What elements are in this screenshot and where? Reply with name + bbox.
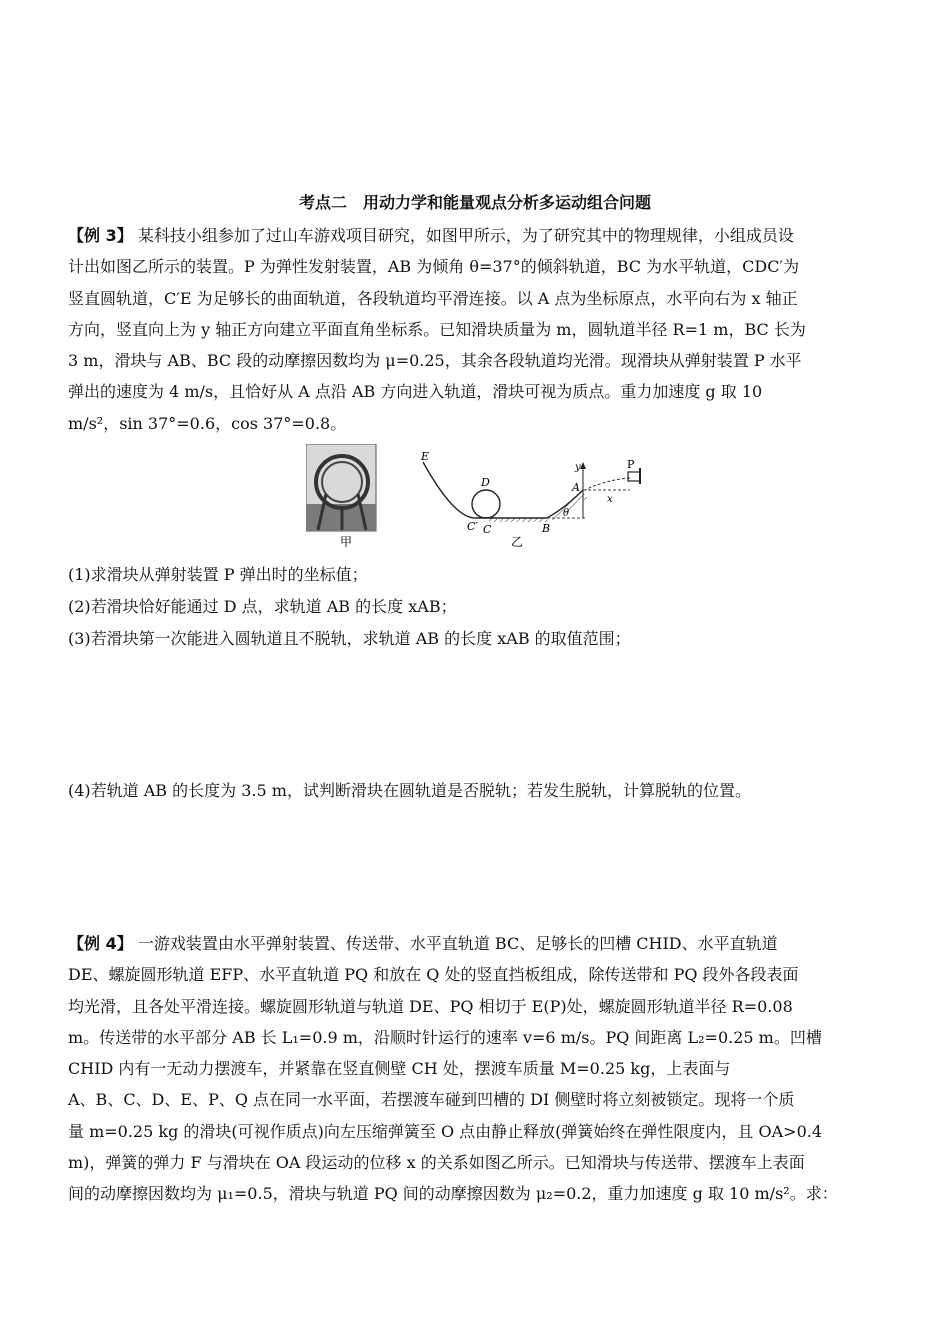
example-4-line-5: CHID 内有一无动力摆渡车，并紧靠在竖直侧壁 CH 处，摆渡车质量 M=0.25 kg，上表面与 (68, 1059, 731, 1079)
example-3-line-3: 竖直圆轨道，C′E 为足够长的曲面轨道，各段轨道均平滑连接。以 A 点为坐标原点，水平向右为 x 轴正 (68, 288, 798, 308)
example-4-line-1: 一游戏装置由水平弹射装置、传送带、水平直轨道 BC、足够长的凹槽 CHID、水平直轨道 (137, 934, 778, 953)
figure-jia-label: 甲 (340, 535, 353, 549)
label-D: D (481, 476, 490, 489)
label-A: A (572, 481, 580, 494)
question-3: (3)若滑块第一次能进入圆轨道且不脱轨，求轨道 AB 的长度 xAB 的取值范围； (68, 629, 631, 648)
example-3-label: 【例 3】 (68, 226, 133, 245)
label-theta: θ (563, 508, 570, 519)
label-y: y (575, 462, 581, 473)
example-3-line-2: 计出如图乙所示的装置。P 为弹性发射装置，AB 为倾角 θ=37°的倾斜轨道，BC 为水平轨道，CDC′为 (68, 257, 800, 277)
question-4: (4)若轨道 AB 的长度为 3.5 m，试判断滑块在圆轨道是否脱轨；若发生脱轨，计算脱轨的位置。 (68, 781, 751, 800)
label-E: E (421, 450, 430, 463)
example-3-line-7: m/s²，sin 37°=0.6，cos 37°=0.8。 (68, 413, 347, 433)
example-4-line-4: m。传送带的水平部分 AB 长 L₁=0.9 m，沿顺时针运行的速率 v=6 m/s。PQ 间距离 L₂=0.25 m。凹槽 (68, 1027, 822, 1047)
label-P: P (627, 458, 635, 471)
example-3-line-6: 弹出的速度为 4 m/s，且恰好从 A 点沿 AB 方向进入轨道，滑块可视为质点。重力加速度 g 取 10 (68, 382, 763, 402)
figure-jia-photo (306, 444, 378, 554)
label-B: B (542, 522, 551, 535)
example-3-statement (68, 220, 882, 439)
example-3-line-4: 方向，竖直向上为 y 轴正方向建立平面直角坐标系。已知滑块质量为 m，圆轨道半径 R=1 m，BC 长为 (68, 319, 806, 339)
label-x: x (607, 494, 613, 505)
figure-yi-label: 乙 (511, 535, 524, 549)
example-4-line-3: 均光滑，且各处平滑连接。螺旋圆形轨道与轨道 DE、PQ 相切于 E(P)处，螺旋圆形轨道半径 R=0.08 (68, 996, 793, 1016)
example-4-line-8: m)，弹簧的弹力 F 与滑块在 OA 段运动的位移 x 的关系如图乙所示。已知滑块与传送带、摆渡车上表面 (68, 1153, 805, 1173)
example-4-line-2: DE、螺旋圆形轨道 EFP、水平直轨道 PQ 和放在 Q 处的竖直挡板组成，除传送带和 PQ 段外各段表面 (68, 965, 799, 985)
section-heading: 考点二 用动力学和能量观点分析多运动组合问题 (298, 193, 651, 212)
example-3-line-1: 某科技小组参加了过山车游戏项目研究，如图甲所示，为了研究其中的物理规律，小组成员设 (137, 226, 794, 245)
example-4-line-9: 间的动摩擦因数均为 μ₁=0.5，滑块与轨道 PQ 间的动摩擦因数为 μ₂=0.2，重力加速度 g 取 10 m/s²。求： (68, 1184, 838, 1204)
example-3-line-5: 3 m，滑块与 AB、BC 段的动摩擦因数均为 μ=0.25，其余各段轨道均光滑。现滑块从弹射装置 P 水平 (68, 351, 802, 371)
label-C-prime: C′ (467, 520, 478, 533)
example-4-label: 【例 4】 (68, 934, 133, 953)
question-2: (2)若滑块恰好能通过 D 点，求轨道 AB 的长度 xAB； (68, 597, 457, 616)
example-4-line-7: 量 m=0.25 kg 的滑块(可视作质点)向左压缩弹簧至 O 点由静止释放(弹簧始终在弹性限度内，且 OA>0.4 (68, 1121, 823, 1141)
label-C: C (483, 523, 492, 536)
question-1: (1)求滑块从弹射装置 P 弹出时的坐标值； (68, 565, 368, 584)
figure-yi-diagram (415, 448, 655, 550)
example-4-line-6: A、B、C、D、E、P、Q 点在同一水平面，若摆渡车碰到凹槽的 DI 侧壁时将立刻被锁定。现将一个质 (68, 1090, 795, 1110)
example-4-statement (68, 928, 882, 1210)
